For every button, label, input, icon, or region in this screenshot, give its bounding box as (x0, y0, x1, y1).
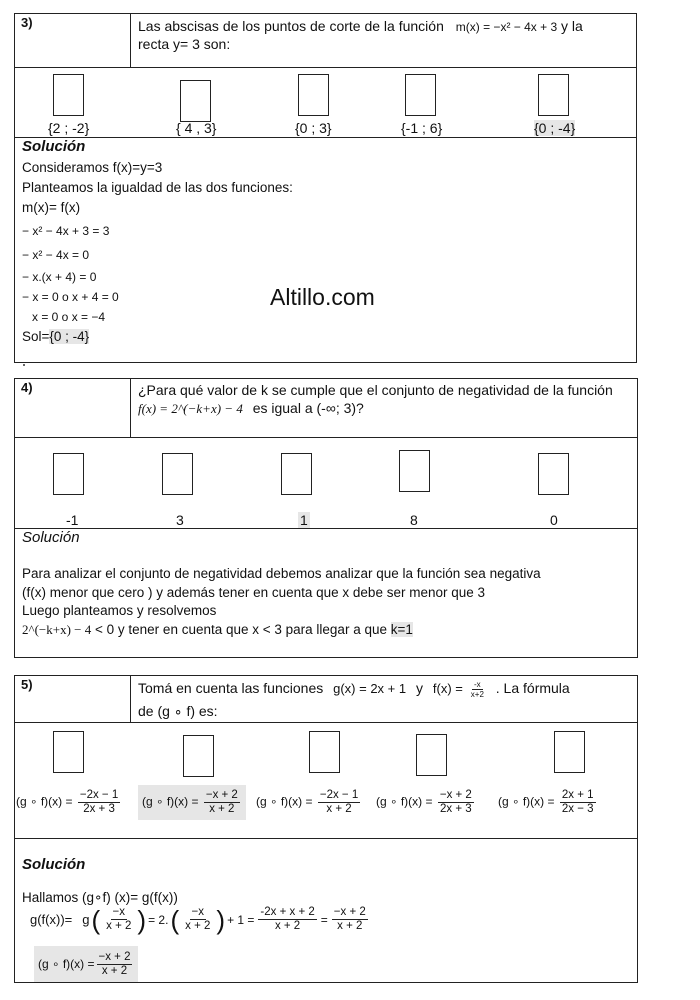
prompt-text: y (416, 680, 423, 696)
numerator: -x (473, 679, 481, 689)
question-prompt-line2 (138, 399, 364, 418)
answer-option-correct[interactable] (138, 785, 246, 820)
solution-text: < 0 y tener en cuenta que x < 3 para llegar a que (91, 622, 391, 637)
option-fraction (560, 789, 596, 816)
numerator: −2x − 1 (79, 789, 119, 801)
numerator: 2x + 1 (561, 789, 594, 801)
numerator: −x + 2 (205, 789, 238, 801)
answer-prefix: Sol= (22, 329, 50, 344)
prompt-text: Las abscisas de los puntos de corte de la función (138, 18, 444, 34)
solution-answer (34, 946, 138, 982)
right-paren: ) (216, 904, 226, 935)
derivation-fraction (104, 906, 133, 933)
answer-option-correct[interactable]: {0 ; -4} (534, 120, 576, 136)
answer-checkbox[interactable] (399, 450, 430, 492)
solution-line-final (22, 622, 413, 638)
numerator: −x + 2 (333, 906, 366, 918)
divider (14, 137, 637, 138)
solution-line: Hallamos (g∘f) (x)= g(f(x)) (22, 890, 178, 905)
derivation-fraction (258, 906, 316, 933)
denominator: x + 2 (274, 920, 301, 932)
solution-equation: − x = 0 o x + 4 = 0 (22, 290, 119, 304)
denominator: x + 2 (337, 920, 363, 932)
option-lhs: (g ∘ f)(x) = (16, 794, 73, 809)
solution-formula: 2^(−k+x) − 4 (22, 622, 92, 637)
answer-lhs: (g ∘ f)(x) = (38, 957, 95, 971)
solution-equation: − x.(x + 4) = 0 (22, 270, 97, 284)
prompt-formula: f(x) = 2^(−k+x) − 4 (138, 401, 243, 416)
question-number: 4) (21, 380, 33, 395)
answer-option[interactable]: {2 ; -2} (48, 120, 90, 136)
prompt-text: es igual a (-∞; 3)? (252, 400, 364, 416)
answer-checkbox[interactable] (53, 74, 84, 116)
solution-title: Solución (22, 856, 86, 873)
prompt-text: Tomá en cuenta las funciones (138, 680, 324, 696)
numerator: −2x − 1 (319, 789, 359, 801)
option-lhs: (g ∘ f)(x) = (256, 794, 313, 809)
answer-checkbox[interactable] (53, 453, 84, 495)
derivation-g: g (82, 912, 90, 927)
option-fraction (78, 789, 120, 816)
answer-checkbox[interactable] (53, 731, 84, 773)
answer-option[interactable] (498, 789, 598, 816)
divider (14, 437, 638, 438)
divider (14, 838, 638, 839)
answer-checkbox[interactable] (162, 453, 193, 495)
prompt-formula: m(x) = −x² − 4x + 3 (455, 20, 558, 34)
left-paren: ( (170, 904, 180, 935)
answer-fraction (97, 951, 133, 978)
left-paren: ( (91, 904, 101, 935)
answer-option[interactable]: 0 (550, 512, 558, 528)
solution-title: Solución (22, 529, 80, 546)
solution-equation: − x² − 4x = 0 (22, 248, 90, 262)
solution-line: Para analizar el conjunto de negatividad debemos analizar que la función sea negativa (22, 566, 541, 581)
right-paren: ) (137, 904, 147, 935)
solution-equation: − x² − 4x + 3 = 3 (22, 224, 110, 238)
stray-dot (23, 364, 25, 366)
numerator: −x + 2 (98, 950, 131, 963)
question-prompt (138, 17, 583, 36)
option-lhs: (g ∘ f)(x) = (142, 794, 199, 809)
denominator: x + 2 (106, 920, 132, 932)
divider (14, 528, 638, 529)
answer-option[interactable]: 8 (410, 512, 418, 528)
denominator: x + 2 (185, 920, 211, 932)
solution-answer (22, 329, 89, 344)
prompt-formula-f: f(x) = (432, 681, 463, 696)
answer-checkbox[interactable] (281, 453, 312, 495)
denominator: x + 2 (209, 803, 235, 815)
divider (130, 13, 131, 68)
denominator: x + 2 (101, 964, 128, 977)
solution-line: Planteamos la igualdad de las dos funciones: (22, 180, 293, 195)
question-prompt-line2: recta y= 3 son: (138, 36, 231, 52)
derivation-op: + 1 = (227, 912, 255, 927)
option-lhs: (g ∘ f)(x) = (498, 794, 555, 809)
solution-title: Solución (22, 138, 86, 155)
answer-checkbox[interactable] (538, 453, 569, 495)
answer-option[interactable]: 3 (176, 512, 184, 528)
denominator: x+2 (470, 689, 484, 699)
answer-option[interactable] (376, 789, 476, 816)
prompt-fraction (469, 680, 486, 699)
numerator: −x (191, 906, 204, 918)
answer-checkbox[interactable] (180, 80, 211, 122)
answer-option[interactable] (16, 789, 122, 816)
question-prompt: ¿Para qué valor de k se cumple que el conjunto de negatividad de la función (138, 382, 613, 398)
derivation-op: = 2. (148, 912, 169, 927)
answer-value: {0 ; -4} (49, 329, 90, 344)
answer-option[interactable]: -1 (66, 512, 79, 528)
question-prompt-line2: de (g ∘ f) es: (138, 703, 218, 719)
numerator: −x + 2 (439, 789, 472, 801)
answer-checkbox[interactable] (416, 734, 447, 776)
option-fraction (438, 789, 474, 816)
answer-checkbox[interactable] (183, 735, 214, 777)
derivation-lhs: g(f(x))= (30, 912, 73, 927)
answer-option[interactable]: {0 ; 3} (295, 120, 332, 136)
answer-checkbox[interactable] (405, 74, 436, 116)
prompt-text: . La fórmula (495, 680, 570, 696)
watermark: Altillo.com (270, 284, 375, 310)
answer-checkbox[interactable] (309, 731, 340, 773)
divider (130, 378, 131, 438)
numerator: -2x + x + 2 (260, 906, 315, 918)
question-number: 3) (21, 15, 33, 30)
solution-line: Consideramos f(x)=y=3 (22, 160, 163, 175)
answer-checkbox[interactable] (298, 74, 329, 116)
solution-line: m(x)= f(x) (22, 200, 81, 215)
option-fraction (318, 789, 360, 816)
option-fraction (204, 789, 240, 816)
solution-derivation (30, 906, 370, 933)
answer-option[interactable]: {-1 ; 6} (401, 120, 443, 136)
solution-line: Luego planteamos y resolvemos (22, 603, 217, 618)
solution-equation: x = 0 o x = −4 (32, 310, 106, 324)
derivation-fraction (332, 906, 368, 933)
answer-option[interactable] (256, 789, 362, 816)
option-lhs: (g ∘ f)(x) = (376, 794, 433, 809)
question-number: 5) (21, 677, 33, 692)
answer-option-correct[interactable]: 1 (300, 512, 308, 528)
question-prompt (138, 679, 570, 699)
answer-checkbox[interactable] (554, 731, 585, 773)
answer-option[interactable]: { 4 , 3} (176, 120, 217, 136)
derivation-op: = (320, 912, 328, 927)
derivation-fraction (183, 906, 212, 933)
numerator: −x (112, 906, 126, 918)
prompt-formula-g: g(x) = 2x + 1 (333, 681, 407, 696)
solution-line: (f(x) menor que cero ) y además tener en cuenta que x debe ser menor que 3 (22, 585, 486, 600)
divider (14, 67, 637, 68)
answer-checkbox[interactable] (538, 74, 569, 116)
divider (14, 722, 638, 723)
denominator: 2x + 3 (83, 803, 115, 815)
denominator: 2x − 3 (561, 803, 594, 815)
denominator: 2x + 3 (440, 803, 472, 815)
answer-value: k=1 (390, 622, 413, 637)
prompt-text: y la (561, 18, 583, 34)
divider (130, 675, 131, 723)
denominator: x + 2 (326, 803, 352, 815)
